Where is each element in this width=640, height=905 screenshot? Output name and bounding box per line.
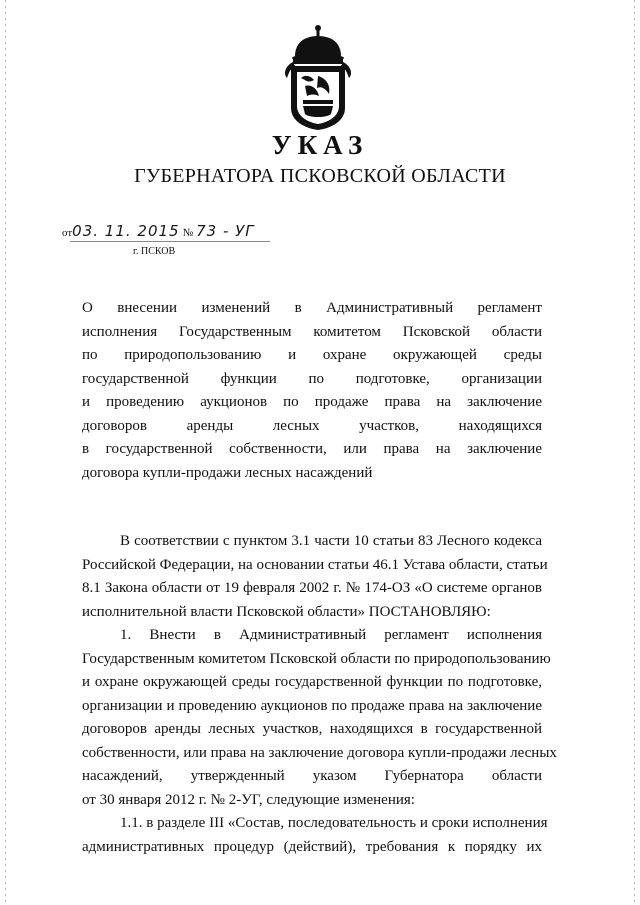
subject-line: исполнения Государственным комитетом Псковской области [82,323,542,340]
decree-body [82,530,557,859]
subject-line: государственной функции по подготовке, организации [82,370,542,387]
city-label: г. ПСКОВ [133,246,176,257]
date-prefix: от [62,227,73,239]
subject-line: договоров аренды лесных участков, находящихся [82,417,542,434]
body-line: 8.1 Закона области от 19 февраля 2002 г. № 174-ОЗ «О системе органов [82,580,542,596]
subject-line: и проведению аукционов по продаже права на заключение [82,394,542,410]
body-line: собственности, или права на заключение договора купли-продажи лесных [82,744,557,761]
number-sign: № [182,227,194,239]
date-underline [70,241,270,242]
body-line: организации и проведению аукционов по продаже права на заключение [82,697,542,714]
document-subheading: ГУБЕРНАТОРА ПСКОВСКОЙ ОБЛАСТИ [134,165,506,187]
body-line: Российской Федерации, на основании статьи 46.1 Устава области, статьи [82,556,548,573]
handwritten-date: 03. 11. 2015 [72,222,180,240]
body-line: 1.1. в разделе III «Состав, последовательность и сроки исполнения [120,815,548,831]
body-line: и охране окружающей среды государственной функции по подготовке, [82,674,542,690]
subject-line: договора купли-продажи лесных насаждений [82,464,373,481]
body-line: административных процедур (действий), требования к порядку их [82,838,542,855]
handwritten-number: 73 - УГ [196,222,255,240]
body-line: 1. Внести в Административный регламент исполнения [120,627,542,643]
date-number-line [62,222,255,240]
body-line: насаждений, утвержденный указом Губернатора области [82,768,542,784]
subject-line: по природопользованию и охране окружающей среды [82,347,542,363]
body-line: договоров аренды лесных участков, находящихся в государственной [82,721,542,737]
decree-subject [82,297,542,485]
body-line: В соответствии с пунктом 3.1 части 10 статьи 83 Лесного кодекса [120,533,542,549]
subject-line: в государственной собственности, или права на заключение [82,441,542,457]
body-line: от 30 января 2012 г. № 2-УГ, следующие изменения: [82,791,415,808]
body-line: Государственным комитетом Псковской области по природопользованию [82,650,551,667]
body-line: исполнительной власти Псковской области» ПОСТАНОВЛЯЮ: [82,603,491,620]
coat-of-arms-icon [281,22,355,132]
subject-line: О внесении изменений в Административный регламент [82,300,542,316]
document-heading: УКАЗ [271,130,369,160]
